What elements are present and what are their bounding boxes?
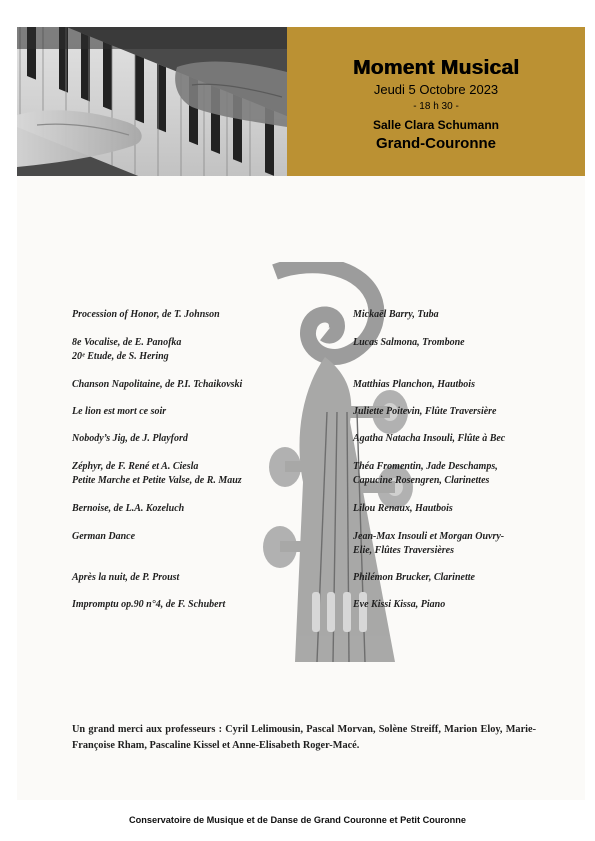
thanks-paragraph: Un grand merci aux professeurs : Cyril Lelimousin, Pascal Morvan, Solène Streiff, Marion Eloy, Marie-Françoise Rham, Pascaline Kissel et Anne-Elisabeth Roger-Macé. (72, 724, 536, 751)
event-city: Grand-Couronne (376, 135, 496, 152)
performer: Juliette Poitevin, Flûte Traversière (353, 406, 497, 417)
performer: Mickaël Barry, Tuba (353, 309, 439, 320)
performer: Théa Fromentin, Jade Deschamps, (353, 461, 498, 472)
piece-title: Petite Marche et Petite Valse, de R. Mauz (72, 475, 242, 486)
performer: Matthias Planchon, Hautbois (353, 379, 475, 390)
piece-title: Le lion est mort ce soir (72, 406, 167, 417)
performer: Agatha Natacha Insouli, Flûte à Bec (353, 433, 506, 444)
piece-title: Après la nuit, de P. Proust (72, 572, 180, 583)
performer: Philémon Brucker, Clarinette (353, 572, 475, 583)
event-venue: Salle Clara Schumann (372, 118, 500, 132)
piece-title: Procession of Honor, de T. Johnson (72, 309, 220, 320)
piece-title: Chanson Napolitaine, de P.I. Tchaikovski (72, 379, 243, 390)
event-title: Moment Musical (352, 57, 520, 79)
piece-title: Impromptu op.90 n°4, de F. Schubert (72, 599, 226, 610)
event-time: - 18 h 30 - (413, 101, 459, 112)
event-date: Jeudi 5 Octobre 2023 (373, 82, 499, 97)
piece-title: 20ᵉ Etude, de S. Hering (72, 351, 169, 362)
performer: Jean-Max Insouli et Morgan Ouvry- (353, 531, 505, 542)
performer: Elie, Flûtes Traversières (353, 545, 455, 556)
piece-title: Zéphyr, de F. René et A. Ciesla (72, 461, 199, 472)
footer-institution: Conservatoire de Musique et de Danse de Grand Couronne et Petit Couronne (129, 815, 466, 825)
piece-title: Nobody’s Jig, de J. Playford (72, 433, 188, 444)
piece-title: German Dance (72, 531, 136, 542)
piece-title: Bernoise, de L.A. Kozeluch (72, 503, 185, 514)
performer: Lilou Renaux, Hautbois (353, 503, 453, 514)
performer: Eve Kissi Kissa, Piano (353, 599, 446, 610)
performer: Lucas Salmona, Trombone (353, 337, 465, 348)
performer: Capucine Rosengren, Clarinettes (353, 475, 490, 486)
piece-title: 8e Vocalise, de E. Panofka (72, 337, 182, 348)
